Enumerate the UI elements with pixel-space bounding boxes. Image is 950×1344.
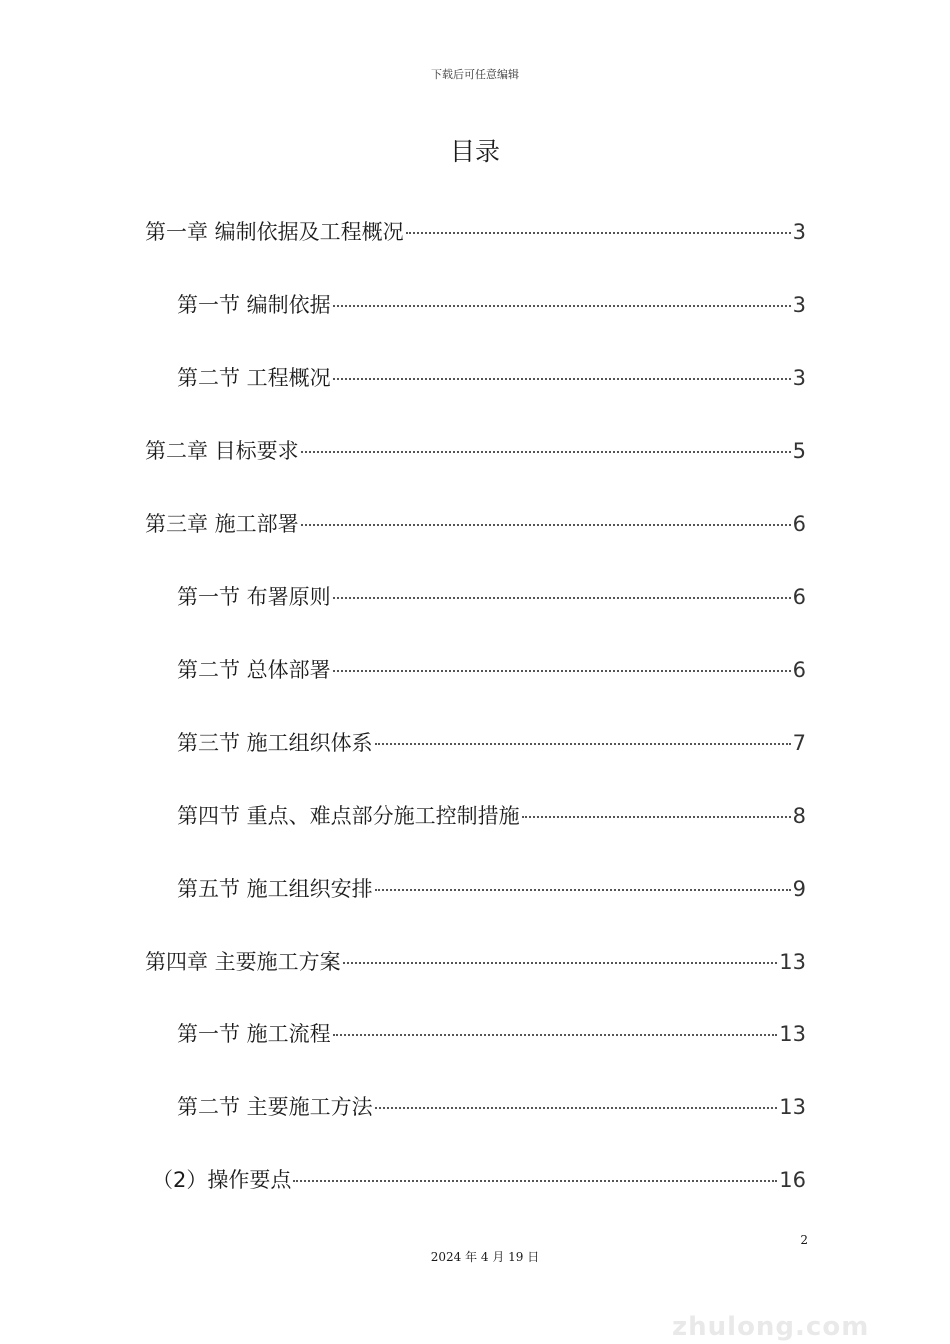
toc-entry-page: 13 xyxy=(779,950,806,974)
dot-leader xyxy=(333,284,791,312)
toc-entry-section-3-3[interactable] xyxy=(177,722,806,757)
toc-entry-page: 13 xyxy=(779,1022,806,1046)
toc-entry-page: 6 xyxy=(792,512,806,536)
dot-leader xyxy=(343,941,778,969)
toc-entry-page: 16 xyxy=(779,1168,806,1192)
dot-leader xyxy=(375,722,791,750)
toc-entry-label: 第二节 工程概况 xyxy=(177,366,331,390)
header-note: 下载后可任意编辑 xyxy=(431,68,519,81)
toc-entry-page: 13 xyxy=(779,1095,806,1119)
toc-entry-label: 第二节 总体部署 xyxy=(177,658,331,682)
toc-entry-subsection-2[interactable] xyxy=(152,1159,806,1194)
dot-leader xyxy=(333,1013,778,1041)
toc-entry-label: 第三章 施工部署 xyxy=(145,512,299,536)
toc-entry-section-3-2[interactable] xyxy=(177,649,806,684)
toc-entry-label: 第四节 重点、难点部分施工控制措施 xyxy=(177,804,520,828)
dot-leader xyxy=(375,1086,778,1114)
page-number: 2 xyxy=(800,1233,808,1247)
dot-leader xyxy=(301,503,791,531)
dot-leader xyxy=(406,211,791,239)
toc-entry-section-4-1[interactable] xyxy=(177,1013,806,1048)
toc-title: 目录 xyxy=(449,137,500,166)
toc-entry-page: 6 xyxy=(792,658,806,682)
toc-entry-chapter-2[interactable] xyxy=(145,430,806,465)
toc-entry-chapter-1[interactable] xyxy=(145,211,806,246)
dot-leader xyxy=(522,795,791,823)
dot-leader xyxy=(301,430,791,458)
toc-entry-section-4-2[interactable] xyxy=(177,1086,806,1121)
dot-leader xyxy=(333,576,791,604)
toc-entry-section-3-5[interactable] xyxy=(177,868,806,903)
toc-entry-label: 第四章 主要施工方案 xyxy=(145,950,341,974)
toc-entry-label: （2）操作要点 xyxy=(152,1168,292,1192)
toc-entry-label: 第二章 目标要求 xyxy=(145,439,299,463)
toc-entry-label: 第一节 布署原则 xyxy=(177,585,331,609)
toc-entry-section-1-1[interactable] xyxy=(177,284,806,319)
toc-entry-page: 5 xyxy=(792,439,806,463)
toc-entry-chapter-4[interactable] xyxy=(145,941,806,976)
dot-leader xyxy=(293,1159,777,1187)
toc-entry-label: 第一章 编制依据及工程概况 xyxy=(145,220,404,244)
toc-entry-section-3-1[interactable] xyxy=(177,576,806,611)
toc-entry-label: 第一节 编制依据 xyxy=(177,293,331,317)
watermark-logo: zhulong.com xyxy=(672,1312,870,1342)
toc-entry-page: 3 xyxy=(792,366,806,390)
toc-entry-page: 3 xyxy=(792,293,806,317)
toc-entry-page: 7 xyxy=(792,731,806,755)
toc-entry-label: 第一节 施工流程 xyxy=(177,1022,331,1046)
footer-date: 2024 年 4 月 19 日 xyxy=(430,1250,540,1264)
toc-entry-page: 6 xyxy=(792,585,806,609)
toc-entry-section-1-2[interactable] xyxy=(177,357,806,392)
toc-entry-section-3-4[interactable] xyxy=(177,795,806,830)
toc-entry-chapter-3[interactable] xyxy=(145,503,806,538)
toc-entry-page: 9 xyxy=(792,877,806,901)
dot-leader xyxy=(333,357,791,385)
toc-entry-label: 第二节 主要施工方法 xyxy=(177,1095,373,1119)
toc-entry-label: 第五节 施工组织安排 xyxy=(177,877,373,901)
toc-entry-label: 第三节 施工组织体系 xyxy=(177,731,373,755)
dot-leader xyxy=(375,868,791,896)
dot-leader xyxy=(333,649,791,677)
toc-entry-page: 8 xyxy=(792,804,806,828)
toc-entry-page: 3 xyxy=(792,220,806,244)
